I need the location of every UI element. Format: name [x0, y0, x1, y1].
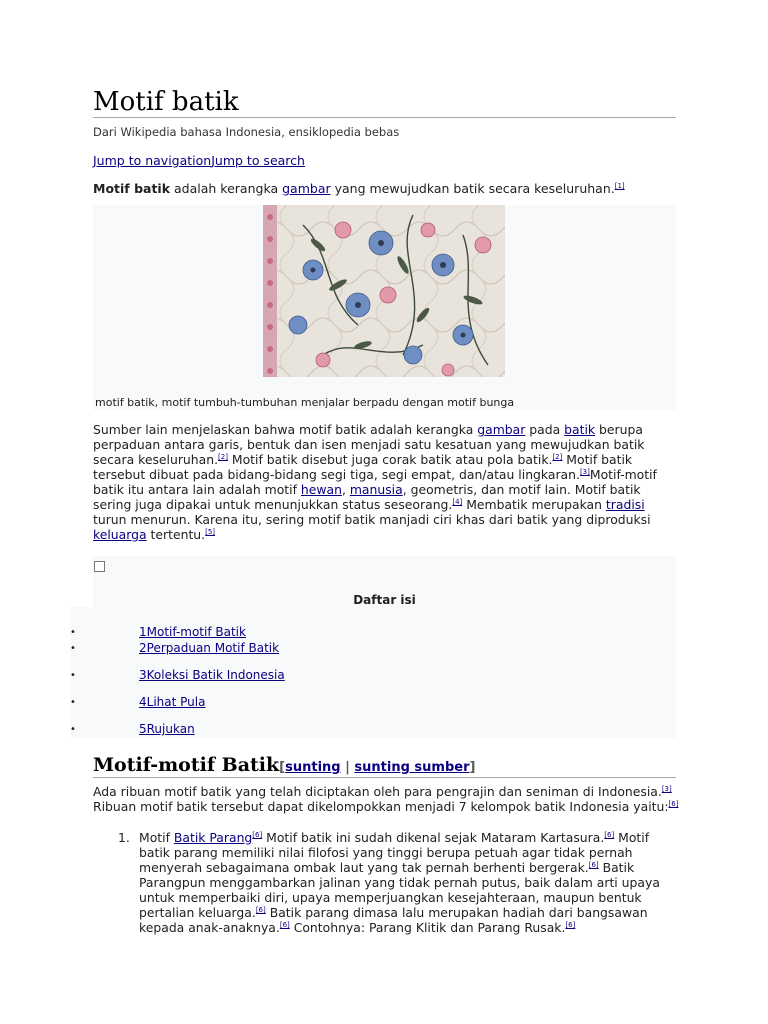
list-number: 1. — [118, 830, 130, 845]
figure-caption: motif batik, motif tumbuh-tumbuhan menjalar berpadu dengan motif bunga — [95, 396, 515, 409]
keluarga-link[interactable]: keluarga — [93, 527, 147, 542]
toc-toggle-checkbox[interactable] — [94, 561, 105, 572]
reference-link[interactable]: [6] — [565, 920, 576, 929]
text: Motif batik disebut juga corak batik atau pola batik. — [227, 452, 553, 467]
reference-link[interactable]: [3] — [661, 784, 672, 793]
batik-parang-link[interactable]: Batik Parang — [173, 830, 253, 845]
text: Motif batik ini sudah dikenal sejak Mataram Kartasura. — [262, 830, 605, 845]
reference-link[interactable]: [2] — [218, 452, 228, 461]
section-intro — [93, 784, 679, 814]
reference-link[interactable]: [6] — [604, 830, 615, 839]
reference-link[interactable]: [3] — [579, 467, 590, 476]
jump-links — [93, 153, 305, 168]
edit-section-links — [279, 760, 475, 775]
lead-text: yang mewujudkan batik secara keseluruhan. — [330, 181, 615, 196]
text: Ada ribuan motif batik yang telah diciptakan oleh para pengrajin dan seniman di Indonesia. — [93, 784, 662, 799]
reference-link[interactable]: [4] — [452, 497, 463, 506]
reference-link[interactable]: [6] — [668, 799, 679, 808]
tagline: Dari Wikipedia bahasa Indonesia, ensiklopedia bebas — [93, 125, 400, 139]
toc-item-rujukan[interactable]: 5Rujukan — [139, 722, 195, 736]
text: Batik parang dimasa lalu merupakan hadiah dari bangsawan kepada anak-anaknya. — [139, 905, 648, 935]
text: Motif-motif batik itu antara lain adalah motif — [93, 467, 657, 497]
batik-pattern-image — [263, 205, 505, 377]
edit-source-link[interactable]: sunting sumber — [354, 760, 470, 775]
text: Batik Parangpun menggambarkan jalinan yang tidak pernah putus, baik dalam arti upaya untuk memperbaiki diri, upaya memperjuangkan kesejahteraan, maupun bentuk pertalian keluarga. — [139, 860, 660, 920]
separator: | — [340, 760, 355, 775]
text: Motif batik tersebut dibuat pada bidang-bidang segi tiga, segi empat, dan/atau lingkaran. — [93, 452, 633, 482]
page-title: Motif batik — [93, 87, 239, 117]
jump-to-search-link[interactable]: Jump to search — [211, 153, 305, 168]
text: turun menurun. Karena itu, sering motif batik manjadi ciri khas dari batik yang diproduksi — [93, 512, 651, 527]
text: Membatik merupakan — [462, 497, 606, 512]
text: , geometris, dan motif lain. Motif batik sering juga dipakai untuk menunjukkan status seseorang. — [93, 482, 641, 512]
gambar-link[interactable]: gambar — [477, 422, 526, 437]
edit-section-link[interactable]: sunting — [285, 760, 341, 775]
text: , — [341, 482, 350, 497]
reference-link[interactable]: [5] — [205, 527, 216, 536]
reference-link[interactable]: [6] — [255, 905, 266, 914]
text: tertentu. — [146, 527, 206, 542]
toc-bullet: • — [70, 627, 76, 638]
bracket-open: [ — [279, 760, 286, 775]
title-divider — [93, 117, 676, 118]
toc-bullet: • — [70, 697, 76, 708]
hewan-link[interactable]: hewan — [300, 482, 342, 497]
text: pada — [525, 422, 565, 437]
toc-item-koleksi-batik-indonesia[interactable]: 3Koleksi Batik Indonesia — [139, 668, 285, 682]
gambar-link[interactable]: gambar — [282, 181, 331, 196]
tradisi-link[interactable]: tradisi — [605, 497, 645, 512]
list-item — [139, 830, 679, 935]
body-paragraph — [93, 422, 679, 542]
text: Motif — [139, 830, 174, 845]
lead-bold: Motif batik — [93, 181, 171, 196]
text: berupa perpaduan antara garis, bentuk dan isen menjadi satu kesatuan yang mewujudkan batik secara keseluruhan. — [93, 422, 645, 467]
toc-bullet: • — [70, 643, 76, 654]
section-heading-text: Motif-motif Batik — [93, 754, 280, 776]
toc-bullet: • — [70, 670, 76, 681]
jump-to-navigation-link[interactable]: Jump to navigation — [93, 153, 212, 168]
toc-title: Daftar isi — [353, 593, 416, 607]
reference-link[interactable]: [6] — [588, 860, 599, 869]
manusia-link[interactable]: manusia — [349, 482, 403, 497]
reference-link[interactable]: [2] — [552, 452, 563, 461]
bracket-close: ] — [469, 760, 476, 775]
text: Motif batik parang memiliki nilai filofosi yang tinggi berupa petuah agar tidak pernah menyerah sebagaimana ombak laut yang tak pernah berhenti bergerak. — [139, 830, 650, 875]
toc-bullet: • — [70, 724, 76, 735]
lead-paragraph — [93, 181, 683, 196]
toc-item-motif-motif-batik[interactable]: 1Motif-motif Batik — [139, 625, 246, 639]
reference-link[interactable]: [6] — [279, 920, 290, 929]
text: Sumber lain menjelaskan bahwa motif batik adalah kerangka — [93, 422, 478, 437]
reference-link[interactable]: [1] — [614, 181, 625, 190]
batik-photo[interactable] — [263, 205, 505, 377]
reference-link[interactable]: [6] — [252, 830, 263, 839]
section-divider — [93, 777, 676, 778]
toc-item-lihat-pula[interactable]: 4Lihat Pula — [139, 695, 206, 709]
toc-item-perpaduan-motif-batik[interactable]: 2Perpaduan Motif Batik — [139, 641, 280, 655]
figure-thumbnail — [93, 205, 676, 410]
lead-text: adalah kerangka — [170, 181, 283, 196]
text: Contohnya: Parang Klitik dan Parang Rusak. — [289, 920, 566, 935]
batik-link[interactable]: batik — [564, 422, 596, 437]
text: Ribuan motif batik tersebut dapat dikelompokkan menjadi 7 kelompok batik Indonesia yaitu: — [93, 799, 669, 814]
